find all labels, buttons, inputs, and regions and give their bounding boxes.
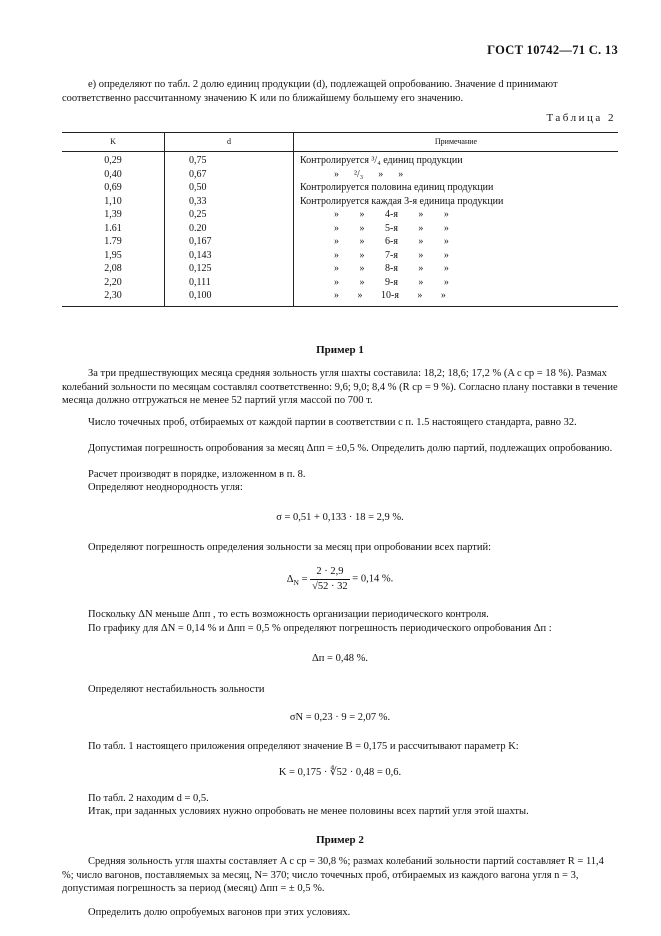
delta-n-symbol: $\Delta_N$ =	[286, 573, 311, 587]
cell-note: » » 7-я » »	[294, 249, 619, 263]
example2-paragraph-1: Средняя зольность угля шахты составляет A c ср = 30,8 %; размах колебаний зольности партий составляет R = 11,4 %; число вагонов, поставляемых за месяц, N= 370; число точечных проб, отбираемых из каждого вагона угля n = 3, допустимая погрешность за период (месяц) Δпп = ± 0,5 %.	[62, 856, 604, 895]
cell-k: 0,69	[104, 182, 122, 194]
table-row	[62, 208, 618, 222]
table-row	[62, 276, 618, 290]
example1-paragraph-5: Определяют неоднородность угля:	[88, 482, 243, 493]
fraction-result: = 0,14 %.	[352, 573, 394, 585]
example1-paragraph-7: Поскольку ΔN меньше Δпп , то есть возможность организации периодического контроля.	[88, 609, 489, 620]
cell-k: 1.79	[104, 236, 122, 248]
example1-paragraph-6: Определяют погрешность определения зольности за месяц при опробовании всех партий:	[88, 542, 492, 553]
table-row	[62, 235, 618, 249]
example1-paragraph-9: Определяют нестабильность зольности	[88, 684, 265, 695]
formula-delta-n	[62, 565, 618, 593]
example2-paragraph-2: Определить долю опробуемых вагонов при этих условиях.	[88, 907, 351, 918]
cell-d: 0.20	[165, 222, 294, 236]
example2-title: Пример 2	[316, 834, 364, 846]
cell-note: » » 8-я » »	[294, 262, 619, 276]
example1-paragraph-3: Допустимая погрешность опробования за месяц Δпп = ±0,5 %. Определить долю партий, подлежащих опробованию.	[88, 443, 613, 454]
cell-note: Контролируется каждая 3-я единица продукции	[294, 195, 619, 209]
cell-note: » » 4-я » »	[294, 208, 619, 222]
cell-note: » » 5-я » »	[294, 222, 619, 236]
table-caption: Таблица 2	[546, 112, 616, 124]
table-row	[62, 168, 618, 182]
cell-note: Контролируется половина единиц продукции	[294, 181, 619, 195]
table-row	[62, 152, 618, 168]
cell-note: » ²/₃ » »	[294, 168, 619, 182]
example1-paragraph-4: Расчет производят в порядке, изложенном в п. 8.	[88, 469, 306, 480]
formula-k: K = 0,175 · ∜52 · 0,48 = 0,6.	[278, 767, 402, 778]
document-page	[62, 0, 618, 936]
cell-k: 1,39	[104, 209, 122, 221]
cell-d: 0,125	[165, 262, 294, 276]
cell-k: 1,10	[104, 195, 122, 207]
cell-k: 2,08	[104, 263, 122, 275]
cell-note: Контролируется ³/₄ единиц продукции	[294, 152, 619, 168]
formula-delta-p: Δп = 0,48 %.	[312, 653, 368, 664]
cell-k: 1,95	[104, 249, 122, 261]
cell-note: » » 10-я » »	[294, 289, 619, 306]
cell-d: 0,33	[165, 195, 294, 209]
cell-d: 0,50	[165, 181, 294, 195]
column-header-note: Примечание	[294, 133, 619, 152]
cell-d: 0,111	[165, 276, 294, 290]
example1-paragraph-2: Число точечных проб, отбираемых от каждой партии в соответствии с п. 1.5 настоящего стандарта, равно 32.	[88, 417, 577, 428]
cell-d: 0,143	[165, 249, 294, 263]
fraction-denominator: √52 · 32	[312, 580, 348, 592]
table-row	[62, 262, 618, 276]
table-row	[62, 249, 618, 263]
cell-k: 0,40	[104, 168, 122, 180]
example1-paragraph-11: По табл. 2 находим d = 0,5.	[88, 793, 209, 804]
example1-paragraph-10: По табл. 1 настоящего приложения определяют значение B = 0,175 и рассчитывают параметр K:	[88, 741, 519, 752]
fraction	[310, 565, 350, 593]
cell-note: » » 9-я » »	[294, 276, 619, 290]
table-row	[62, 222, 618, 236]
cell-d: 0,25	[165, 208, 294, 222]
page-header: ГОСТ 10742—71 С. 13	[487, 43, 618, 57]
example1-paragraph-12: Итак, при заданных условиях нужно опробовать не менее половины всех партий угля этой шахты.	[88, 806, 529, 817]
cell-note: » » 6-я » »	[294, 235, 619, 249]
formula-sigma: σ = 0,51 + 0,133 · 18 = 2,9 %.	[276, 512, 404, 523]
cell-k: 2,20	[104, 276, 122, 288]
table-2	[62, 132, 618, 307]
example1-title: Пример 1	[316, 344, 364, 356]
cell-d: 0,67	[165, 168, 294, 182]
cell-k: 1.61	[104, 222, 122, 234]
cell-d: 0,167	[165, 235, 294, 249]
example1-paragraph-8: По графику для ΔN = 0,14 % и Δпп = 0,5 % определяют погрешность периодического опробования Δп :	[88, 623, 552, 634]
cell-d: 0,100	[165, 289, 294, 306]
example1-paragraph-1: За три предшествующих месяца средняя зольность угля шахты составила: 18,2; 18,6; 17,2 % (A c ср = 18 %). Размах колебаний зольности по месяцам составлял соответственно: 9,6; 9,0; 8,4 % (R ср = 9 %). Согласно плану поставки в течение месяца должно отгружаться не менее 52 партий угля массой по 700 т.	[62, 368, 618, 407]
column-header-k: K	[62, 133, 165, 152]
cell-d: 0,75	[165, 152, 294, 168]
column-header-d: d	[165, 133, 294, 152]
paragraph-e: е) определяют по табл. 2 долю единиц продукции (d), подлежащей опробованию. Значение d принимают соответственно рассчитанному значению K или по ближайшему большему его значению.	[62, 79, 558, 104]
table-row	[62, 195, 618, 209]
table-row	[62, 181, 618, 195]
cell-k: 0,29	[104, 155, 122, 167]
table-header-row	[62, 133, 618, 152]
fraction-numerator: 2 · 2,9	[310, 565, 350, 580]
table-row	[62, 289, 618, 306]
cell-k: 2,30	[62, 289, 165, 306]
formula-sigma-n: σN = 0,23 · 9 = 2,07 %.	[289, 712, 391, 723]
